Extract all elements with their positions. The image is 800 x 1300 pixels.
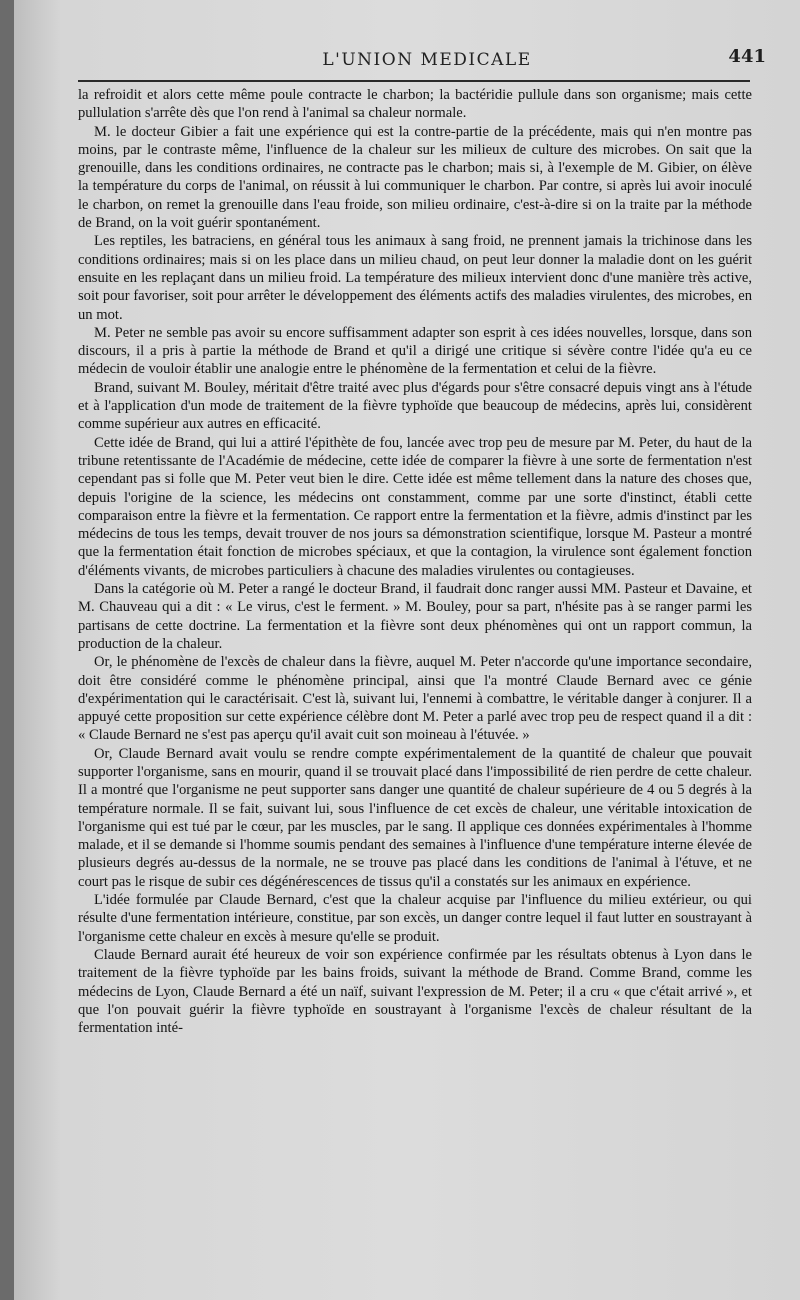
paragraph: Brand, suivant M. Bouley, méritait d'être traité avec plus d'égards pour s'être consacré depuis vingt ans à l'étude et à l'application d'un mode de traitement de la fièvre typhoïde que beaucoup de médecins, après lui, considèrent comme supérieur aux autres en efficacité. [78, 379, 752, 433]
paragraph: L'idée formulée par Claude Bernard, c'est que la chaleur acquise par l'influence du milieu extérieur, ou qui résulte d'une fermentation intérieure, constitue, par son excès, un danger contre lequel il faut lutter en soustrayant à l'organisme cette chaleur en excès à mesure qu'elle se produit. [78, 892, 752, 945]
running-head: L'UNION MEDICALE [322, 50, 532, 70]
body-text [78, 86, 752, 1037]
page-header [80, 42, 774, 72]
page-number: 441 [728, 46, 766, 67]
paragraph: Or, Claude Bernard avait voulu se rendre compte expérimentalement de la quantité de chaleur que pouvait supporter l'organisme, sans en mourir, quand il se trouvait placé dans l'impossibilité de rien perdre de cette chaleur. Il a montré que l'organisme ne peut supporter sans danger une quantité de chaleur supérieure de 4 ou 5 degrés à la température normale. Il se fait, suivant lui, sous l'influence de cet excès de chaleur, une véritable intoxication de l'organisme qui est tué par le cœur, par les muscles, par le sang. Il applique ces données expérimentales à l'homme malade, et il se demande si l'homme soumis pendant des semaines à l'influence d'une température interne élevée de plusieurs degrés au-dessus de la normale, ne se trouve pas placé dans les conditions de l'animal à l'étuve, et ne court pas le risque de subir ces dégénérescences de tissus qu'il a constatés sur les animaux en expérience. [78, 745, 752, 890]
paragraph: Or, le phénomène de l'excès de chaleur dans la fièvre, auquel M. Peter n'accorde qu'une importance secondaire, doit être considéré comme le phénomène principal, ainsi que l'a montré Claude Bernard avec ce génie d'expérimentation qui le caractérisait. C'est là, suivant lui, l'ennemi à combattre, le véritable danger à conjurer. Il a appuyé cette proposition sur cette expérience célèbre dont M. Peter a parlé avec trop peu de respect quand il a dit : « Claude Bernard ne s'est pas aperçu qu'il avait cuit son moineau à l'étuvée. » [78, 654, 752, 744]
paragraph: Dans la catégorie où M. Peter a rangé le docteur Brand, il faudrait donc ranger aussi MM. Pasteur et Davaine, et M. Chauveau qui a dit : « Le virus, c'est le ferment. » M. Bouley, pour sa part, n'hésite pas à se ranger parmi les partisans de cette doctrine. La fermentation et la fièvre sont deux phénomènes qui ont un rapport commun, la production de la chaleur. [78, 581, 752, 652]
paragraph: Les reptiles, les batraciens, en général tous les animaux à sang froid, ne prennent jamais la trichinose dans les conditions ordinaires; mais si on les place dans un milieu chaud, on peut leur donner la maladie dont on les guérit ensuite en les replaçant dans un milieu froid. La température des milieux intervient donc d'une manière très active, soit pour favoriser, soit pour arrêter le développement des éléments actifs des maladies virulentes, des microbes, en un mot. [78, 233, 752, 323]
paragraph: M. le docteur Gibier a fait une expérience qui est la contre-partie de la précédente, mais qui n'en montre pas moins, par le contraste même, l'influence de la chaleur sur les milieux de culture des microbes. On sait que la grenouille, dans les conditions ordinaires, ne contracte pas le charbon; mais si, à l'exemple de M. Gibier, on élève la température du corps de l'animal, on réussit à lui communiquer le charbon. Par contre, si après lui avoir inoculé le charbon, on remet la grenouille dans l'eau froide, son milieu ordinaire, c'est-à-dire si on la traite par la méthode de Brand, on la voit guérir spontanément. [78, 123, 752, 232]
paragraph: Cette idée de Brand, qui lui a attiré l'épithète de fou, lancée avec trop peu de mesure par M. Peter, du haut de la tribune retentissante de l'Académie de médecine, cette idée de comparer la fièvre à une sorte de fermentation n'est cependant pas si folle que M. Peter veut bien le dire. Cette idée est même tellement dans la nature des choses que, depuis l'origine de la science, les médecins ont constamment, comme par une sorte d'instinct, établi cette comparaison entre la fièvre et la fermentation. Ce rapport entre la fermentation et la fièvre, admis d'instinct par les médecins de tous les temps, devait trouver de nos jours sa démonstration scientifique, lorsque M. Pasteur a montré que la fermentation était fonction de microbes spéciaux, et que la contagion, la virulence sont également fonction d'éléments vivants, de microbes particuliers à chacune des maladies virulentes ou contagieuses. [78, 434, 752, 579]
header-rule [78, 80, 750, 82]
paragraph: M. Peter ne semble pas avoir su encore suffisamment adapter son esprit à ces idées nouvelles, lorsque, dans son discours, il a pris à partie la méthode de Brand et qu'il a dirigé une critique si sévère contre l'idée qu'a eu ce médecin de vouloir établir une analogie entre le phénomène de la fermentation et celui de la fièvre. [78, 324, 752, 378]
paragraph: la refroidit et alors cette même poule contracte le charbon; la bactéridie pullule dans son organisme; mais cette pullulation s'arrête dès que l'on rend à l'animal sa chaleur normale. [78, 87, 752, 122]
paragraph: Claude Bernard aurait été heureux de voir son expérience confirmée par les résultats obtenus à Lyon dans le traitement de la fièvre typhoïde par les bains froids, suivant la méthode de Brand. Comme Brand, comme les médecins de Lyon, Claude Bernard a été un naïf, suivant l'expression de M. Peter; il a cru « que c'était arrivé », et que l'on pouvait guérir la fièvre typhoïde en soustrayant à l'organisme l'excès de chaleur résultant de la fermentation inté- [78, 946, 752, 1037]
book-page [14, 0, 800, 1300]
